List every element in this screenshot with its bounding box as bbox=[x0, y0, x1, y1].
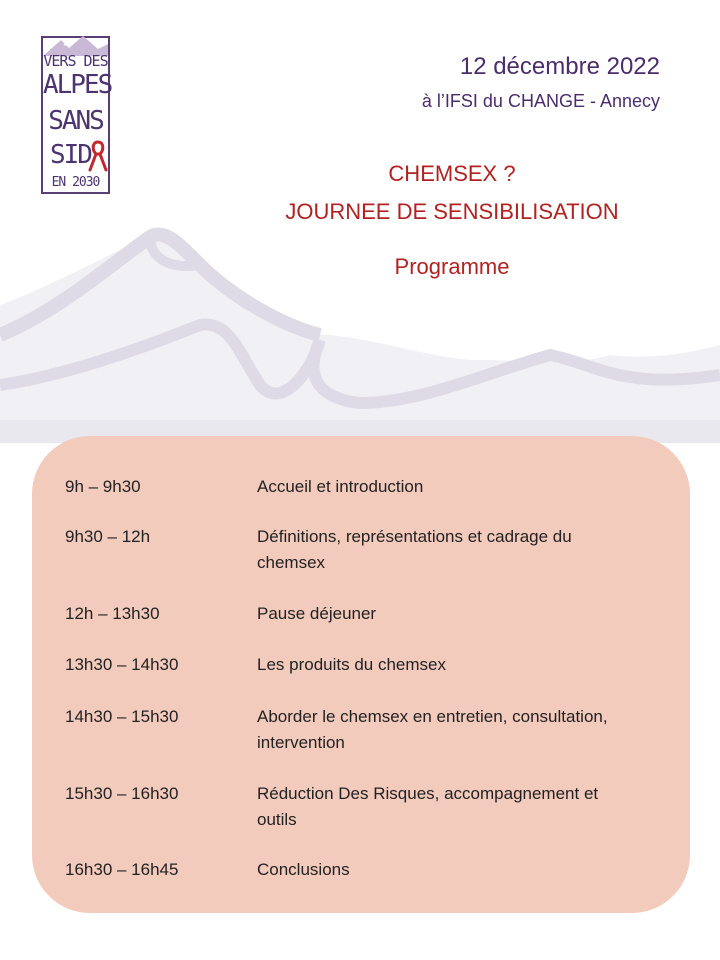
title-line-1: CHEMSEX ? bbox=[388, 161, 516, 186]
logo-line-3: SANS bbox=[48, 106, 103, 136]
logo-line-5: EN 2030 bbox=[51, 175, 100, 190]
schedule-activity: Définitions, représentations et cadrage du chemsex bbox=[257, 527, 572, 572]
schedule-activity: Aborder le chemsex en entretien, consultation, intervention bbox=[257, 707, 608, 752]
event-venue: à l’IFSI du CHANGE - Annecy bbox=[421, 91, 660, 111]
schedule-activity: Conclusions bbox=[257, 860, 350, 879]
event-date: 12 décembre 2022 bbox=[459, 53, 660, 80]
schedule-time: 14h30 – 15h30 bbox=[65, 707, 179, 726]
logo-line-2: ALPES bbox=[43, 70, 112, 100]
schedule-time: 15h30 – 16h30 bbox=[65, 784, 179, 803]
event-logo bbox=[41, 36, 110, 194]
schedule-time: 16h30 – 16h45 bbox=[65, 860, 179, 879]
logo-line-4: SID bbox=[50, 140, 91, 170]
schedule-activity: Pause déjeuner bbox=[257, 604, 377, 623]
red-ribbon-icon bbox=[88, 140, 108, 172]
title-line-2: JOURNEE DE SENSIBILISATION bbox=[285, 199, 619, 224]
schedule-time: 12h – 13h30 bbox=[65, 604, 160, 623]
svg-text:★: ★ bbox=[63, 41, 67, 48]
program-heading: Programme bbox=[394, 254, 510, 279]
schedule-time: 9h30 – 12h bbox=[65, 527, 151, 546]
schedule-activity: Réduction Des Risques, accompagnement et outils bbox=[257, 784, 599, 829]
logo-line-1: VERS DES bbox=[43, 52, 108, 70]
schedule-activity: Les produits du chemsex bbox=[257, 655, 446, 674]
schedule-time: 9h – 9h30 bbox=[65, 477, 141, 496]
schedule-time: 13h30 – 14h30 bbox=[65, 655, 179, 674]
schedule-activity: Accueil et introduction bbox=[257, 477, 424, 496]
